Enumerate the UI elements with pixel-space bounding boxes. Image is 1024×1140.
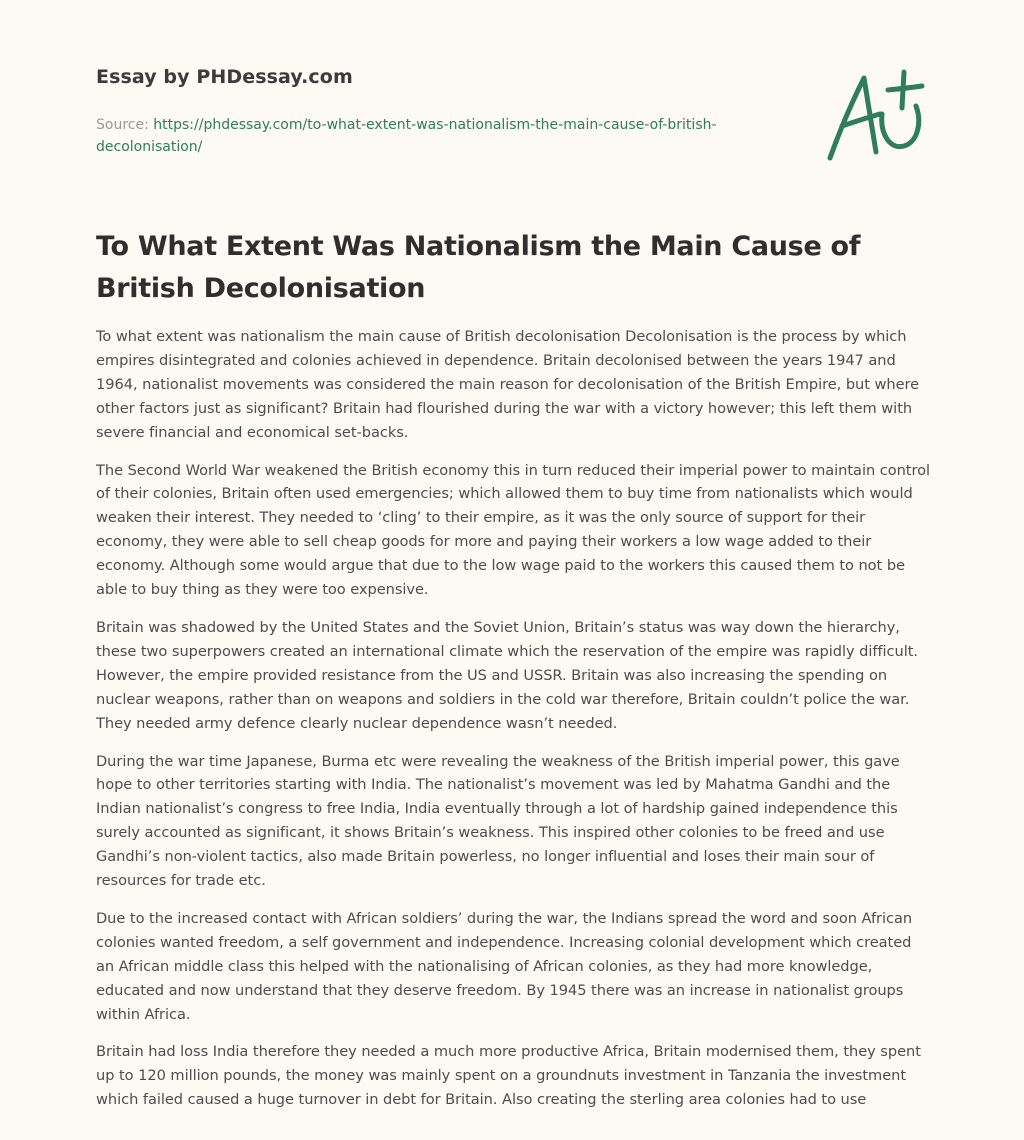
essay-paragraph: Due to the increased contact with African soldiers’ during the war, the Indians spread the word and soon African colonies wanted freedom, a self government and independence. Increasing colonial development which created an African middle class this helped with the nationalising of African colonies, as they had more knowledge, educated and now understand that they deserve freedom. By 1945 there was an increase in nationalist groups within Africa. bbox=[96, 909, 913, 1023]
site-brand: Essay by PHDessay.com bbox=[96, 66, 353, 88]
a-plus-grade-icon bbox=[818, 64, 930, 168]
essay-paragraph: Britain had loss India therefore they needed a much more productive Africa, Britain modernised them, they spent up to 120 million pounds, the money was mainly spent on a groundnuts investment in Tanzania the investment which failed caused a huge turnover in debt for Britain. Also creating the sterling area colonies had to use bbox=[96, 1043, 921, 1109]
essay-paragraph: The Second World War weakened the British economy this in turn reduced their imperial power to maintain control of their colonies, Britain often used emergencies; which allowed them to buy time from nationalists which would weaken their interest. They needed to ‘cling’ to their empire, as it was the only source of support for their economy, they were able to sell cheap goods for more and paying their workers a low wage added to their economy. Although some would argue that due to the low wage paid to the workers this caused them to not be able to buy thing as they were too expensive. bbox=[96, 461, 930, 599]
essay-paragraph: During the war time Japanese, Burma etc were revealing the weakness of the British imperial power, this gave hope to other territories starting with India. The nationalist’s movement was led by Mahatma Gandhi and the Indian nationalist’s congress to free India, India eventually through a lot of hardship gained independence this surely accounted as significant, it shows Britain’s weakness. This inspired other colonies to be freed and use Gandhi’s non-violent tactics, also made Britain powerless, no longer influential and loses their main sour of resources for trade etc. bbox=[96, 752, 900, 890]
source-line bbox=[96, 114, 736, 158]
essay-body bbox=[96, 325, 930, 1126]
page-header bbox=[96, 66, 736, 158]
essay-paragraph: To what extent was nationalism the main cause of British decolonisation Decolonisation is the process by which empires disintegrated and colonies achieved in dependence. Britain decolonised between the years 1947 and 1964, nationalist movements was considered the main reason for decolonisation of the British Empire, but where other factors just as significant? Britain had flourished during the war with a victory however; this left them with severe financial and economical set-backs. bbox=[96, 328, 920, 441]
essay-title: To What Extent Was Nationalism the Main Cause of British Decolonisation bbox=[96, 231, 861, 304]
essay-paragraph: Britain was shadowed by the United States and the Soviet Union, Britain’s status was way down the hierarchy, these two superpowers created an international climate which the reservation of the empire was rapidly difficult. However, the empire provided resistance from the US and USSR. Britain was also increasing the spending on nuclear weapons, rather than on weapons and soldiers in the cold war therefore, Britain couldn’t police the war. They needed army defence clearly nuclear dependence wasn’t needed. bbox=[96, 618, 918, 732]
source-link[interactable]: https://phdessay.com/to-what-extent-was-nationalism-the-main-cause-of-british-decolonisation/ bbox=[96, 117, 717, 155]
source-label: Source: bbox=[96, 117, 149, 133]
